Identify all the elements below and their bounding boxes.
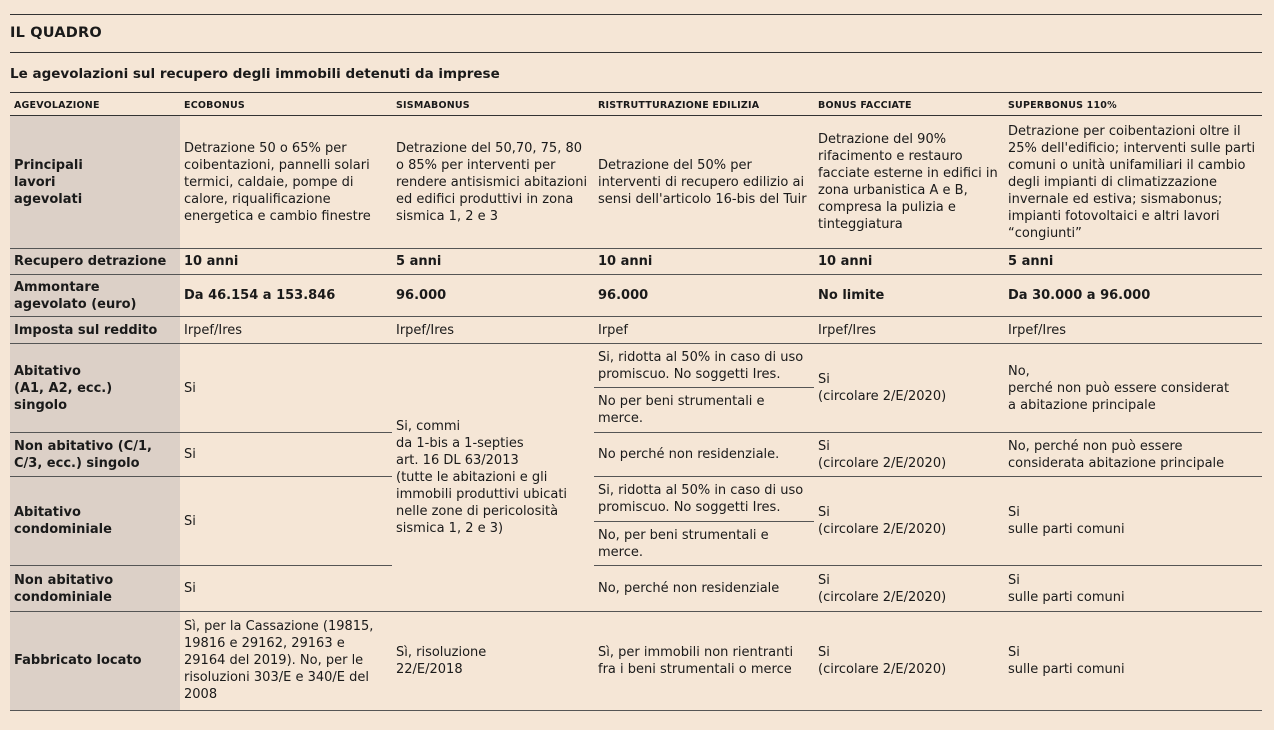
header-row — [10, 93, 1262, 116]
cell: Irpef/Ires — [392, 317, 594, 344]
cell: Irpef/Ires — [180, 317, 392, 344]
cell: Irpef/Ires — [814, 317, 1004, 344]
header-ristrutturazione: RISTRUTTURAZIONE EDILIZIA — [594, 93, 814, 116]
row-label: Non abitativo (C/1, C/3, ecc.) singolo — [10, 433, 180, 477]
section-title: IL QUADRO — [10, 14, 1262, 53]
cell: Si, commi da 1-bis a 1-septies art. 16 DL 63/2013 (tutte le abitazioni e gli immobili produttivi ubicati nelle zone di pericolosità sismica 1, 2 e 3) — [392, 344, 594, 612]
cell: Si, ridotta al 50% in caso di uso promiscuo. No soggetti Ires. — [594, 344, 814, 388]
header-facciate: BONUS FACCIATE — [814, 93, 1004, 116]
comparison-table — [10, 93, 1262, 612]
row-label: Ammontare agevolato (euro) — [10, 275, 180, 317]
table-row — [10, 249, 1262, 275]
cell: 10 anni — [594, 249, 814, 275]
cell: 5 anni — [1004, 249, 1262, 275]
header-agevolazione: AGEVOLAZIONE — [10, 93, 180, 116]
table-row — [10, 433, 1262, 477]
cell: 10 anni — [180, 249, 392, 275]
cell: Si (circolare 2/E/2020) — [814, 344, 1004, 433]
cell: No, perché non può essere considerat a abitazione principale — [1004, 344, 1262, 433]
cell: No per beni strumentali e merce. — [594, 388, 814, 433]
cell: Si (circolare 2/E/2020) — [814, 433, 1004, 477]
cell: No limite — [814, 275, 1004, 317]
cell: Detrazione del 50,70, 75, 80 o 85% per interventi per rendere antisismici abitazioni ed edifici produttivi in zona sismica 1, 2 e 3 — [392, 116, 594, 249]
row-label: Abitativo (A1, A2, ecc.) singolo — [10, 344, 180, 433]
table-row — [10, 317, 1262, 344]
header-superbonus: SUPERBONUS 110% — [1004, 93, 1262, 116]
row-label: Recupero detrazione — [10, 249, 180, 275]
cell: Si — [180, 477, 392, 566]
cell: 10 anni — [814, 249, 1004, 275]
table-row — [10, 275, 1262, 317]
cell: Detrazione del 90% rifacimento e restauro facciate esterne in edifici in zona urbanistica A e B, compresa la pulizia e tinteggiatura — [814, 116, 1004, 249]
cell: 96.000 — [392, 275, 594, 317]
cell: Sì, risoluzione 22/E/2018 — [392, 612, 594, 710]
row-label: Abitativo condominiale — [10, 477, 180, 566]
cell: Si (circolare 2/E/2020) — [814, 612, 1004, 710]
cell: No, perché non residenziale — [594, 566, 814, 612]
cell: Irpef — [594, 317, 814, 344]
table-row — [10, 566, 1262, 612]
cell: Si sulle parti comuni — [1004, 477, 1262, 566]
table-row — [10, 477, 1262, 522]
cell: Si — [180, 566, 392, 612]
table-row — [10, 612, 1262, 710]
cell: Si sulle parti comuni — [1004, 612, 1262, 710]
cell: Sì, per immobili non rientranti fra i beni strumentali o merce — [594, 612, 814, 710]
row-label: Imposta sul reddito — [10, 317, 180, 344]
cell: Si (circolare 2/E/2020) — [814, 566, 1004, 612]
cell: Detrazione del 50% per interventi di recupero edilizio ai sensi dell'articolo 16-bis del Tuir — [594, 116, 814, 249]
table-container — [10, 14, 1262, 711]
cell: Da 30.000 a 96.000 — [1004, 275, 1262, 317]
cell: Detrazione 50 o 65% per coibentazioni, pannelli solari termici, caldaie, pompe di calore, riqualificazione energetica e cambio finestre — [180, 116, 392, 249]
cell: Sì, per la Cassazione (19815, 19816 e 29162, 29163 e 29164 del 2019). No, per le risoluzioni 303/E e 340/E del 2008 — [180, 612, 392, 710]
comparison-table-last — [10, 612, 1262, 711]
header-sismabonus: SISMABONUS — [392, 93, 594, 116]
cell: Si (circolare 2/E/2020) — [814, 477, 1004, 566]
cell: No, perché non può essere considerata abitazione principale — [1004, 433, 1262, 477]
cell: Si — [180, 433, 392, 477]
cell: Si — [180, 344, 392, 433]
table-row — [10, 116, 1262, 249]
cell: Irpef/Ires — [1004, 317, 1262, 344]
table-row — [10, 344, 1262, 388]
row-label: Non abitativo condominiale — [10, 566, 180, 612]
header-ecobonus: ECOBONUS — [180, 93, 392, 116]
cell: Si sulle parti comuni — [1004, 566, 1262, 612]
cell: Si, ridotta al 50% in caso di uso promiscuo. No soggetti Ires. — [594, 477, 814, 522]
cell: 96.000 — [594, 275, 814, 317]
cell: No perché non residenziale. — [594, 433, 814, 477]
table-subtitle: Le agevolazioni sul recupero degli immobili detenuti da imprese — [10, 53, 1262, 93]
cell: No, per beni strumentali e merce. — [594, 522, 814, 566]
cell: 5 anni — [392, 249, 594, 275]
cell: Da 46.154 a 153.846 — [180, 275, 392, 317]
row-label: Principali lavori agevolati — [10, 116, 180, 249]
row-label: Fabbricato locato — [10, 612, 180, 710]
cell: Detrazione per coibentazioni oltre il 25% dell'edificio; interventi sulle parti comuni o unità unifamiliari il cambio degli impianti di climatizzazione invernale ed estiva; sismabonus; impianti fotovoltaici e altri lavori “congiunti” — [1004, 116, 1262, 249]
